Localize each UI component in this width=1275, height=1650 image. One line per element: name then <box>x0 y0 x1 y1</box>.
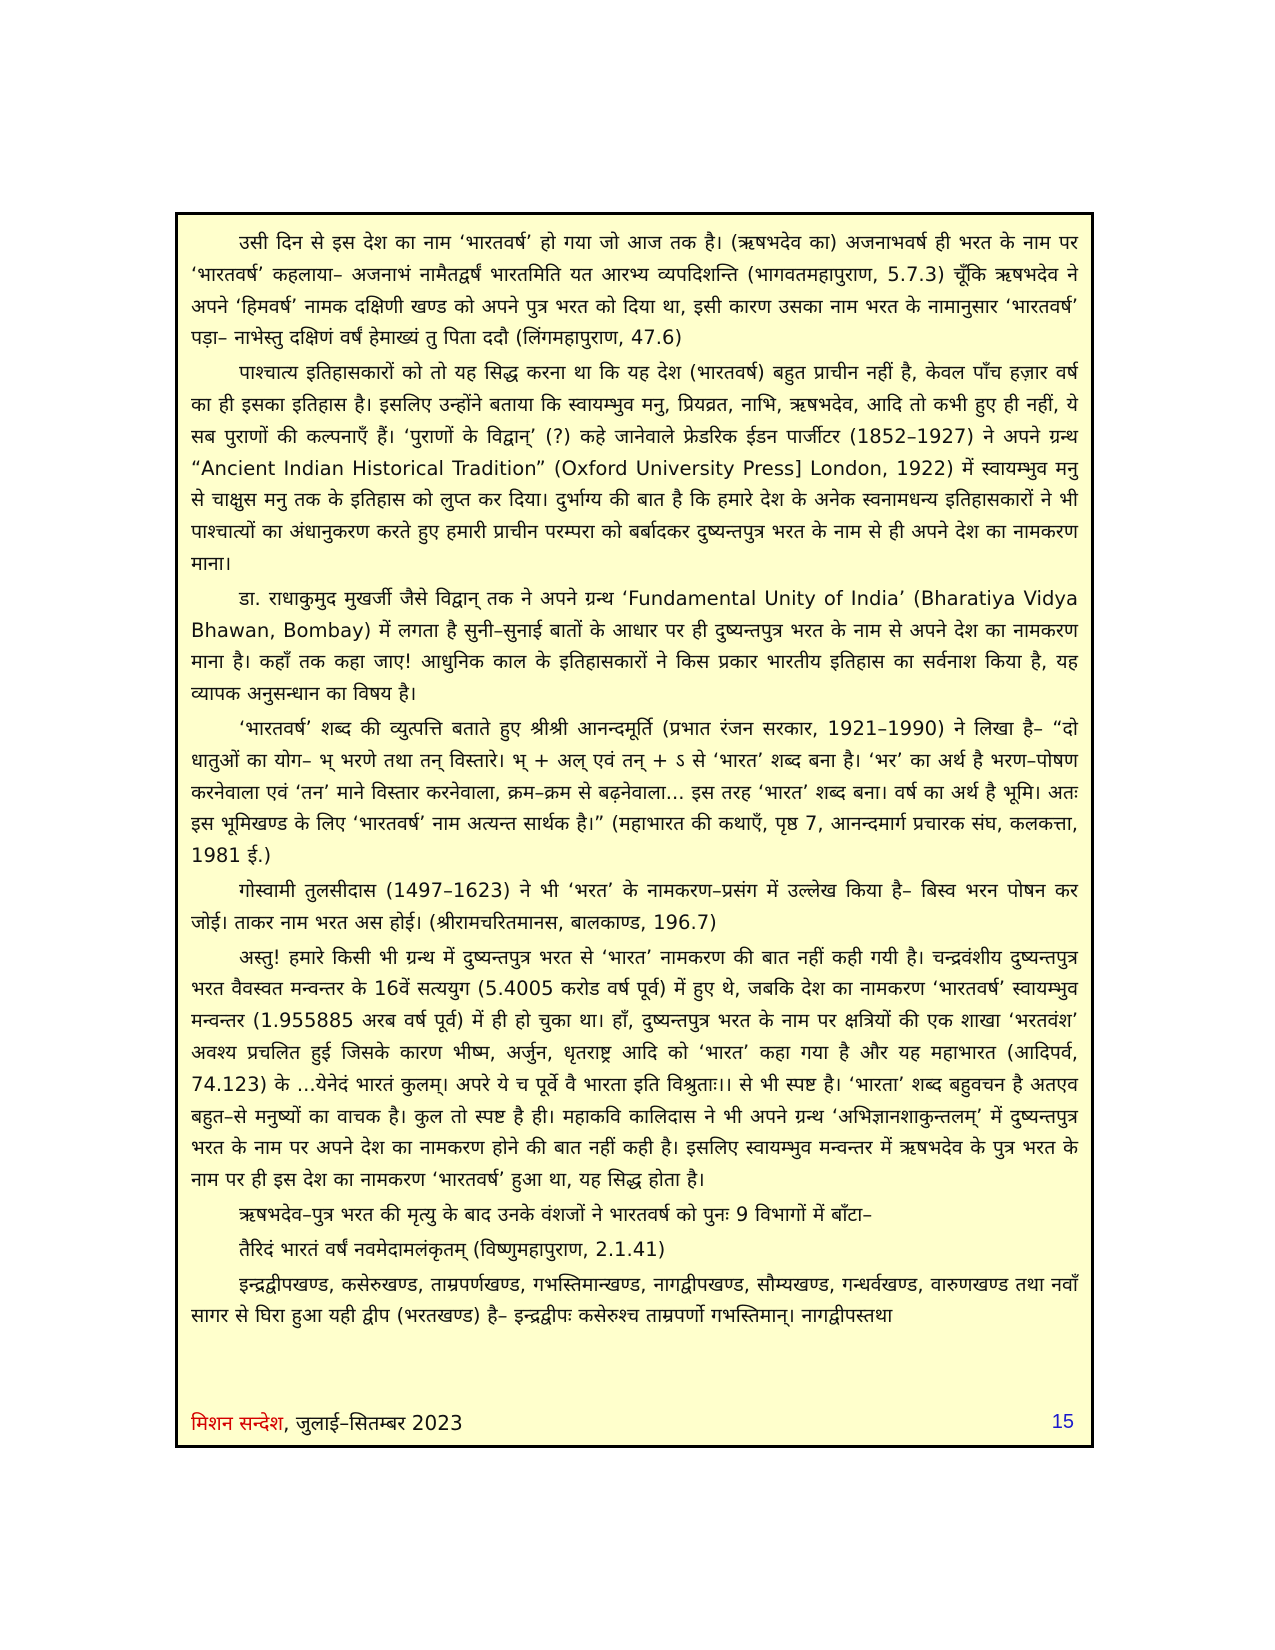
page-number: 15 <box>1051 1410 1074 1433</box>
magazine-name: मिशन सन्देश <box>191 1410 284 1435</box>
issue-date: , जुलाई–सितम्बर 2023 <box>283 1410 463 1435</box>
paragraph: ऋषभदेव–पुत्र भरत की मृत्यु के बाद उनके वंशजों ने भारतवर्ष को पुनः 9 विभागों में बाँटा– <box>239 1202 873 1226</box>
sanskrit-quote: तैरिदं भारतं वर्षं नवमेदामलंकृतम् (विष्णुमहापुराण, 2.1.41) <box>239 1237 666 1261</box>
paragraph: ‘भारतवर्ष’ शब्द की व्युत्पत्ति बताते हुए श्रीश्री आनन्दमूर्ति (प्रभात रंजन सरकार, 1921–1990) ने लिखा है– “दो धातुओं का योग– भ् भरणे तथा तन् विस्तारे। भ् + अल् एवं तन् + ऽ से ‘भारत’ शब्द बना है। ‘भर’ का अर्थ है भरण–पोषण करनेवाला एवं ‘तन’ माने विस्तार करनेवाला, क्रम–क्रम से बढ़नेवाला... इस तरह ‘भारत’ शब्द बना। वर्ष का अर्थ है भूमि। अतः इस भूमिखण्ड के लिए ‘भारतवर्ष’ नाम अत्यन्त सार्थक है।” (महाभारत की कथाएँ, पृष्ठ 7, आनन्दमार्ग प्रचारक संघ, कलकत्ता, 1981 ई.) <box>191 716 1078 868</box>
page-footer <box>191 1405 1078 1439</box>
paragraph: डा. राधाकुमुद मुखर्जी जैसे विद्वान् तक ने अपने ग्रन्थ ‘Fundamental Unity of India’ (Bharatiya Vidya Bhawan, Bombay) में लगता है सुनी–सुनाई बातों के आधार पर ही दुष्यन्तपुत्र भरत के नाम से अपने देश का नामकरण माना है। कहाँ तक कहा जाए! आधुनिक काल के इतिहासकारों ने किस प्रकार भारतीय इतिहास का सर्वनाश किया है, यह व्यापक अनुसन्धान का विषय है। <box>191 586 1078 706</box>
footer-citation <box>191 1409 463 1436</box>
paragraph: गोस्वामी तुलसीदास (1497–1623) ने भी ‘भरत’ के नामकरण–प्रसंग में उल्लेख किया है– बिस्व भरन पोषन कर जोई। ताकर नाम भरत अस होई। (श्रीरामचरितमानस, बालकाण्ड, 196.7) <box>191 878 1078 934</box>
paragraph: इन्द्रद्वीपखण्ड, कसेरुखण्ड, ताम्रपर्णखण्ड, गभस्तिमान्खण्ड, नागद्वीपखण्ड, सौम्यखण्ड, गन्धर्वखण्ड, वारुणखण्ड तथा नवाँ सागर से घिरा हुआ यही द्वीप (भरतखण्ड) है– इन्द्रद्वीपः कसेरुश्च ताम्रपर्णो गभस्तिमान्। नागद्वीपस्तथा <box>191 1272 1078 1328</box>
paragraph: उसी दिन से इस देश का नाम ‘भारतवर्ष’ हो गया जो आज तक है। (ऋषभदेव का) अजनाभवर्ष ही भरत के नाम पर ‘भारतवर्ष’ कहलाया– अजनाभं नामैतद्वर्षं भारतमिति यत आरभ्य व्यपदिशन्ति (भागवतमहापुराण, 5.7.3) चूँकि ऋषभदेव ने अपने ‘हिमवर्ष’ नामक दक्षिणी खण्ड को अपने पुत्र भरत को दिया था, इसी कारण उसका नाम भरत के नामानुसार ‘भारतवर्ष’ पड़ा– नाभेस्तु दक्षिणं वर्षं हेमाख्यं तु पिता ददौ (लिंगमहापुराण, 47.6) <box>191 231 1078 350</box>
paragraph: अस्तु! हमारे किसी भी ग्रन्थ में दुष्यन्तपुत्र भरत से ‘भारत’ नामकरण की बात नहीं कही गयी है। चन्द्रवंशीय दुष्यन्तपुत्र भरत वैवस्वत मन्वन्तर के 16वें सत्ययुग (5.4005 करोड वर्ष पूर्व) में हुए थे, जबकि देश का नामकरण ‘भारतवर्ष’ स्वायम्भुव मन्वन्तर (1.955885 अरब वर्ष पूर्व) में ही हो चुका था। हाँ, दुष्यन्तपुत्र भरत के नाम पर क्षत्रियों की एक शाखा ‘भरतवंश’ अवश्य प्रचलित हुई जिसके कारण भीष्म, अर्जुन, धृतराष्ट्र आदि को ‘भारत’ कहा गया है और यह महाभारत (आदिपर्व, 74.123) के ...येनेदं भारतं कुलम्। अपरे ये च पूर्वे वै भारता इति विश्रुताः।। से भी स्पष्ट है। ‘भारता’ शब्द बहुवचन है अतएव बहुत–से मनुष्यों का वाचक है। कुल तो स्पष्ट है ही। महाकवि कालिदास ने भी अपने ग्रन्थ ‘अभिज्ञानशाकुन्तलम्’ में दुष्यन्तपुत्र भरत के नाम पर अपने देश का नामकरण होने की बात नहीं कही है। इसलिए स्वायम्भुव मन्वन्तर में ऋषभदेव के पुत्र भरत के नाम पर ही इस देश का नामकरण ‘भारतवर्ष’ हुआ था, यह सिद्ध होता है। <box>191 945 1078 1192</box>
page-frame <box>175 212 1094 1448</box>
paragraph: पाश्चात्य इतिहासकारों को तो यह सिद्ध करना था कि यह देश (भारतवर्ष) बहुत प्राचीन नहीं है, केवल पाँच हज़ार वर्ष का ही इसका इतिहास है। इसलिए उन्होंने बताया कि स्वायम्भुव मनु, प्रियव्रत, नाभि, ऋषभदेव, आदि तो कभी हुए ही नहीं, ये सब पुराणों की कल्पनाएँ हैं। ‘पुराणों के विद्वान्’ (?) कहे जानेवाले फ्रेडरिक ईडन पार्जीटर (1852–1927) ने अपने ग्रन्थ “Ancient Indian Historical Tradition” (Oxford University Press] London, 1922) में स्वायम्भुव मनु से चाक्षुस मनु तक के इतिहास को लुप्त कर दिया। दुर्भाग्य की बात है कि हमारे देश के अनेक स्वनामधन्य इतिहासकारों ने भी पाश्चात्यों का अंधानुकरण करते हुए हमारी प्राचीन परम्परा को बर्बादकर दुष्यन्तपुत्र भरत के नाम से ही अपने देश का नामकरण माना। <box>191 361 1078 575</box>
